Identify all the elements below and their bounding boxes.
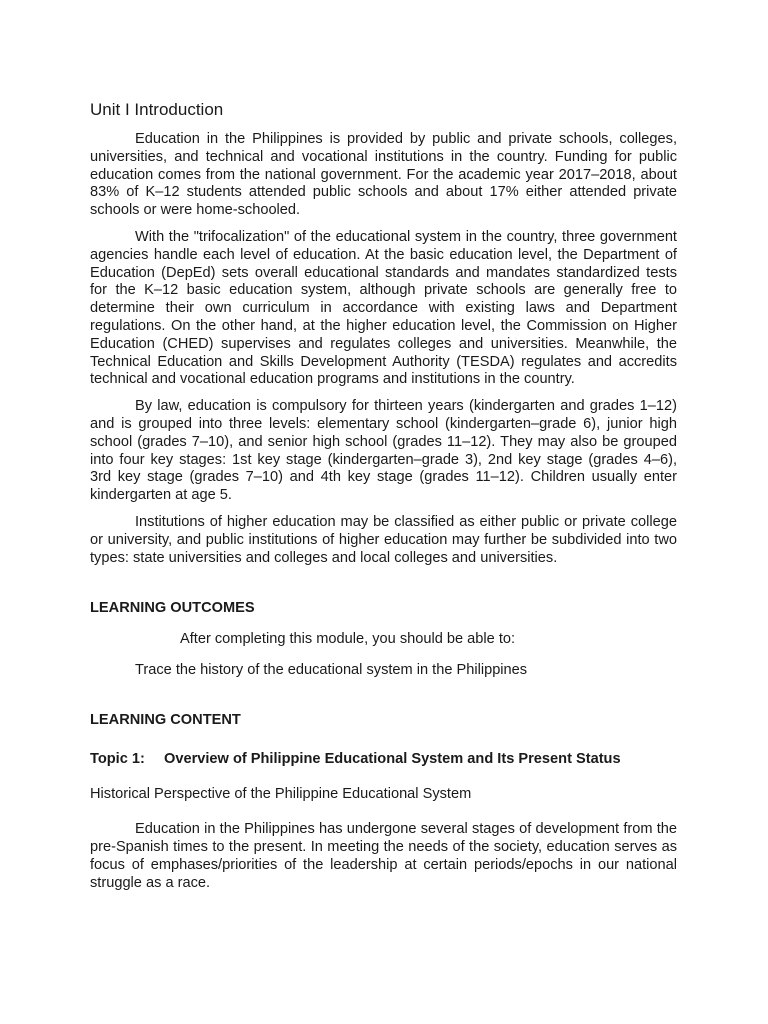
topic-title: Overview of Philippine Educational System and Its Present Status bbox=[164, 751, 621, 768]
content-paragraph: Education in the Philippines has undergone several stages of development from the pre-Spanish times to the present. In meeting the needs of the society, education serves as focus of emphases/priorities of the leadership at certain periods/epochs in our national struggle as a race. bbox=[90, 821, 677, 891]
intro-paragraph-3: By law, education is compulsory for thirteen years (kindergarten and grades 1–12) and is grouped into three levels: elementary school (kindergarten–grade 6), junior high school (grades 7–10), and senior high school (grades 11–12). They may also be grouped into four key stages: 1st key stage (kindergarten–grade 3), 2nd key stage (grades 4–6), 3rd key stage (grades 7–10) and 4th key stage (grades 11–12). Children usually enter kindergarten at age 5. bbox=[90, 398, 677, 504]
historical-perspective-subheading: Historical Perspective of the Philippine Educational System bbox=[90, 786, 472, 803]
document-page bbox=[90, 98, 677, 902]
topic-number: Topic 1: bbox=[90, 751, 145, 768]
intro-paragraph-2: With the "trifocalization" of the educational system in the country, three government agencies handle each level of education. At the basic education level, the Department of Education (DepEd) sets overall educational standards and mandates standardized tests for the K–12 basic education system, although private schools are generally free to determine their own curriculum in accordance with existing laws and Department regulations. On the other hand, at the higher education level, the Commission on Higher Education (CHED) supervises and regulates colleges and universities. Meanwhile, the Technical Education and Skills Development Authority (TESDA) regulates and accredits technical and vocational education programs and institutions in the country. bbox=[90, 228, 677, 388]
learning-content-heading: LEARNING CONTENT bbox=[90, 712, 241, 729]
unit-title: Unit I Introduction bbox=[90, 100, 224, 119]
learning-outcomes-heading: LEARNING OUTCOMES bbox=[90, 600, 255, 617]
intro-paragraph-4: Institutions of higher education may be classified as either public or private college or university, and public institutions of higher education may further be subdivided into two types: state universities and colleges and local colleges and universities. bbox=[90, 513, 677, 566]
topic-heading bbox=[90, 750, 677, 768]
intro-paragraph-1: Education in the Philippines is provided by public and private schools, colleges, universities, and technical and vocational institutions in the country. Funding for public education comes from the national government. For the academic year 2017–2018, about 83% of K–12 students attended public schools and about 17% either attended private schools or were home-schooled. bbox=[90, 131, 677, 219]
learning-outcomes-lead: After completing this module, you should be able to: bbox=[180, 631, 516, 648]
learning-outcome-item: Trace the history of the educational system in the Philippines bbox=[135, 662, 528, 679]
